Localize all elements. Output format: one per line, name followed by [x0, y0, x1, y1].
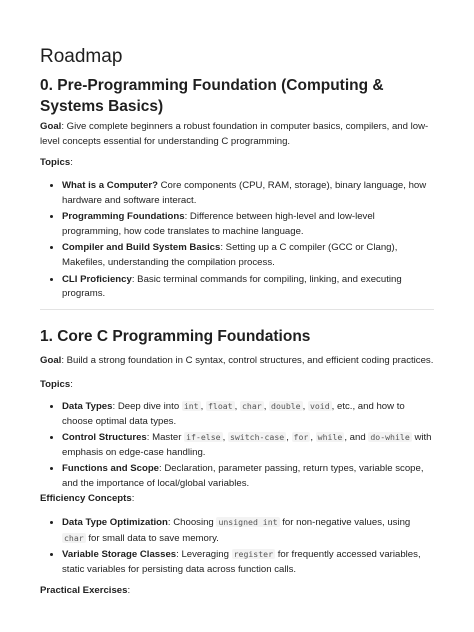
goal-label: Goal: [40, 121, 62, 132]
goal-text: : Build a strong foundation in C syntax, control structures, and efficient coding practices.: [61, 355, 434, 366]
topics-label: Topics: [40, 379, 71, 390]
code-double: double: [271, 401, 301, 411]
list-item: • Variable Storage Classes: Leveraging register for frequently accessed variables, static variables for persisting data across function calls.: [62, 547, 434, 577]
list-item: • Programming Foundations: Difference between high-level and low-level programming, how code translates to machine language.: [62, 209, 434, 239]
code-char: char: [64, 532, 84, 543]
section-0-topics-label: Topics:: [40, 157, 73, 168]
code-unsigned-int: unsigned int: [218, 517, 278, 527]
section-1-topics-list: [40, 399, 434, 493]
practical-exercises-label: Practical Exercises:: [40, 585, 131, 596]
section-0-topics-list: [40, 178, 434, 303]
list-item: • Control Structures: Master if-else , switch-case , for , while , and do-while with emphasis on edge-case handling.: [62, 430, 434, 460]
code-if-else: if-else: [186, 432, 221, 443]
code-for: for: [293, 432, 309, 443]
section-0-goal: [40, 119, 434, 149]
code-register: register: [233, 549, 274, 560]
list-item: • CLI Proficiency: Basic terminal commands for compiling, linking, and executing programs.: [62, 272, 434, 302]
code-void: void: [309, 401, 330, 411]
list-item: • Compiler and Build System Basics: Setting up a C compiler (GCC or Clang), Makefiles, understanding the compilation process.: [62, 240, 434, 270]
section-1-topics-label: Topics:: [40, 379, 73, 390]
code-int: int: [183, 401, 199, 411]
list-item: • Data Type Optimization: Choosing unsigned int for non-negative values, using char for small data to save memory.: [62, 515, 434, 546]
topics-label: Topics: [40, 157, 71, 168]
list-item: • Functions and Scope: Declaration, parameter passing, return types, variable scope, and the importance of local/global variables.: [62, 461, 434, 491]
code-float: float: [207, 401, 233, 411]
section-divider: [40, 309, 434, 310]
section-1-goal: [40, 353, 434, 368]
efficiency-list: [40, 515, 434, 578]
code-do-while: do-while: [370, 432, 410, 443]
goal-label: Goal: [40, 355, 62, 366]
code-switch-case: switch-case: [229, 432, 285, 443]
list-item: • What is a Computer? Core components (CPU, RAM, storage), binary language, how hardware and software interact.: [62, 178, 434, 208]
section-0-heading: 0. Pre-Programming Foundation (Computing & Systems Basics): [40, 77, 384, 115]
efficiency-concepts-label: Efficiency Concepts:: [40, 493, 135, 504]
code-char: char: [241, 401, 262, 411]
section-1-heading: 1. Core C Programming Foundations: [40, 328, 311, 345]
document-title: Roadmap: [40, 46, 123, 67]
list-item: • Data Types: Deep dive into int , float , char , double , void , etc., and how to choose optimal data types.: [62, 399, 434, 429]
code-while: while: [317, 432, 343, 443]
goal-text: : Give complete beginners a robust foundation in computer basics, compilers, and low-level concepts essential for understanding C programming.: [40, 121, 429, 147]
